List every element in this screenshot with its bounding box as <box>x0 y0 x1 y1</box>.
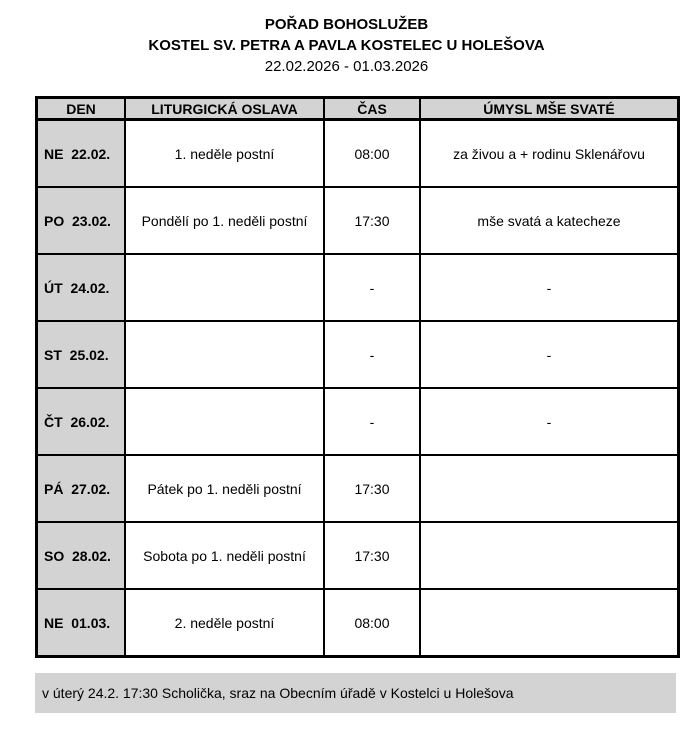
intention-cell: - <box>420 254 679 321</box>
day-cell: NE 01.03. <box>37 589 126 657</box>
liturgical-cell <box>125 254 324 321</box>
day-cell: ST 25.02. <box>37 321 126 388</box>
time-cell: 08:00 <box>324 589 420 657</box>
intention-cell: - <box>420 388 679 455</box>
column-header-cas: ČAS <box>324 98 420 120</box>
liturgical-cell <box>125 321 324 388</box>
day-cell: NE 22.02. <box>37 120 126 188</box>
table-row <box>37 589 679 657</box>
liturgical-cell: 2. neděle postní <box>125 589 324 657</box>
table-row <box>37 321 679 388</box>
time-cell: 17:30 <box>324 187 420 254</box>
day-cell: ČT 26.02. <box>37 388 126 455</box>
date-range: 22.02.2026 - 01.03.2026 <box>264 58 429 75</box>
liturgical-cell: Sobota po 1. neděli postní <box>125 522 324 589</box>
intention-cell <box>420 589 679 657</box>
schedule-table-body <box>37 120 679 657</box>
table-row <box>37 388 679 455</box>
table-row <box>37 187 679 254</box>
liturgical-cell: 1. neděle postní <box>125 120 324 188</box>
footer-note: v úterý 24.2. 17:30 Scholička, sraz na Obecním úřadě v Kostelci u Holešova <box>35 673 676 713</box>
intention-cell <box>420 522 679 589</box>
title-block <box>0 0 693 77</box>
table-row <box>37 522 679 589</box>
intention-cell: za živou a + rodinu Sklenářovu <box>420 120 679 188</box>
table-row <box>37 254 679 321</box>
day-cell: SO 28.02. <box>37 522 126 589</box>
table-row <box>37 455 679 522</box>
page-title: POŘAD BOHOSLUŽEB <box>264 16 429 33</box>
day-cell: PÁ 27.02. <box>37 455 126 522</box>
table-row <box>37 120 679 188</box>
day-cell: ÚT 24.02. <box>37 254 126 321</box>
day-cell: PO 23.02. <box>37 187 126 254</box>
intention-cell: mše svatá a katecheze <box>420 187 679 254</box>
intention-cell <box>420 455 679 522</box>
column-header-umysl-mse-svate: ÚMYSL MŠE SVATÉ <box>420 98 679 120</box>
time-cell: 17:30 <box>324 455 420 522</box>
time-cell: - <box>324 388 420 455</box>
time-cell: - <box>324 321 420 388</box>
page-subtitle: KOSTEL SV. PETRA A PAVLA KOSTELEC U HOLEŠOVA <box>148 37 545 54</box>
intention-cell: - <box>420 321 679 388</box>
column-header-den: DEN <box>37 98 126 120</box>
time-cell: - <box>324 254 420 321</box>
header-row <box>37 98 679 120</box>
liturgical-cell: Pondělí po 1. neděli postní <box>125 187 324 254</box>
liturgical-cell: Pátek po 1. neděli postní <box>125 455 324 522</box>
time-cell: 08:00 <box>324 120 420 188</box>
time-cell: 17:30 <box>324 522 420 589</box>
column-header-liturgicka-oslava: LITURGICKÁ OSLAVA <box>125 98 324 120</box>
liturgical-cell <box>125 388 324 455</box>
schedule-table <box>35 96 680 658</box>
